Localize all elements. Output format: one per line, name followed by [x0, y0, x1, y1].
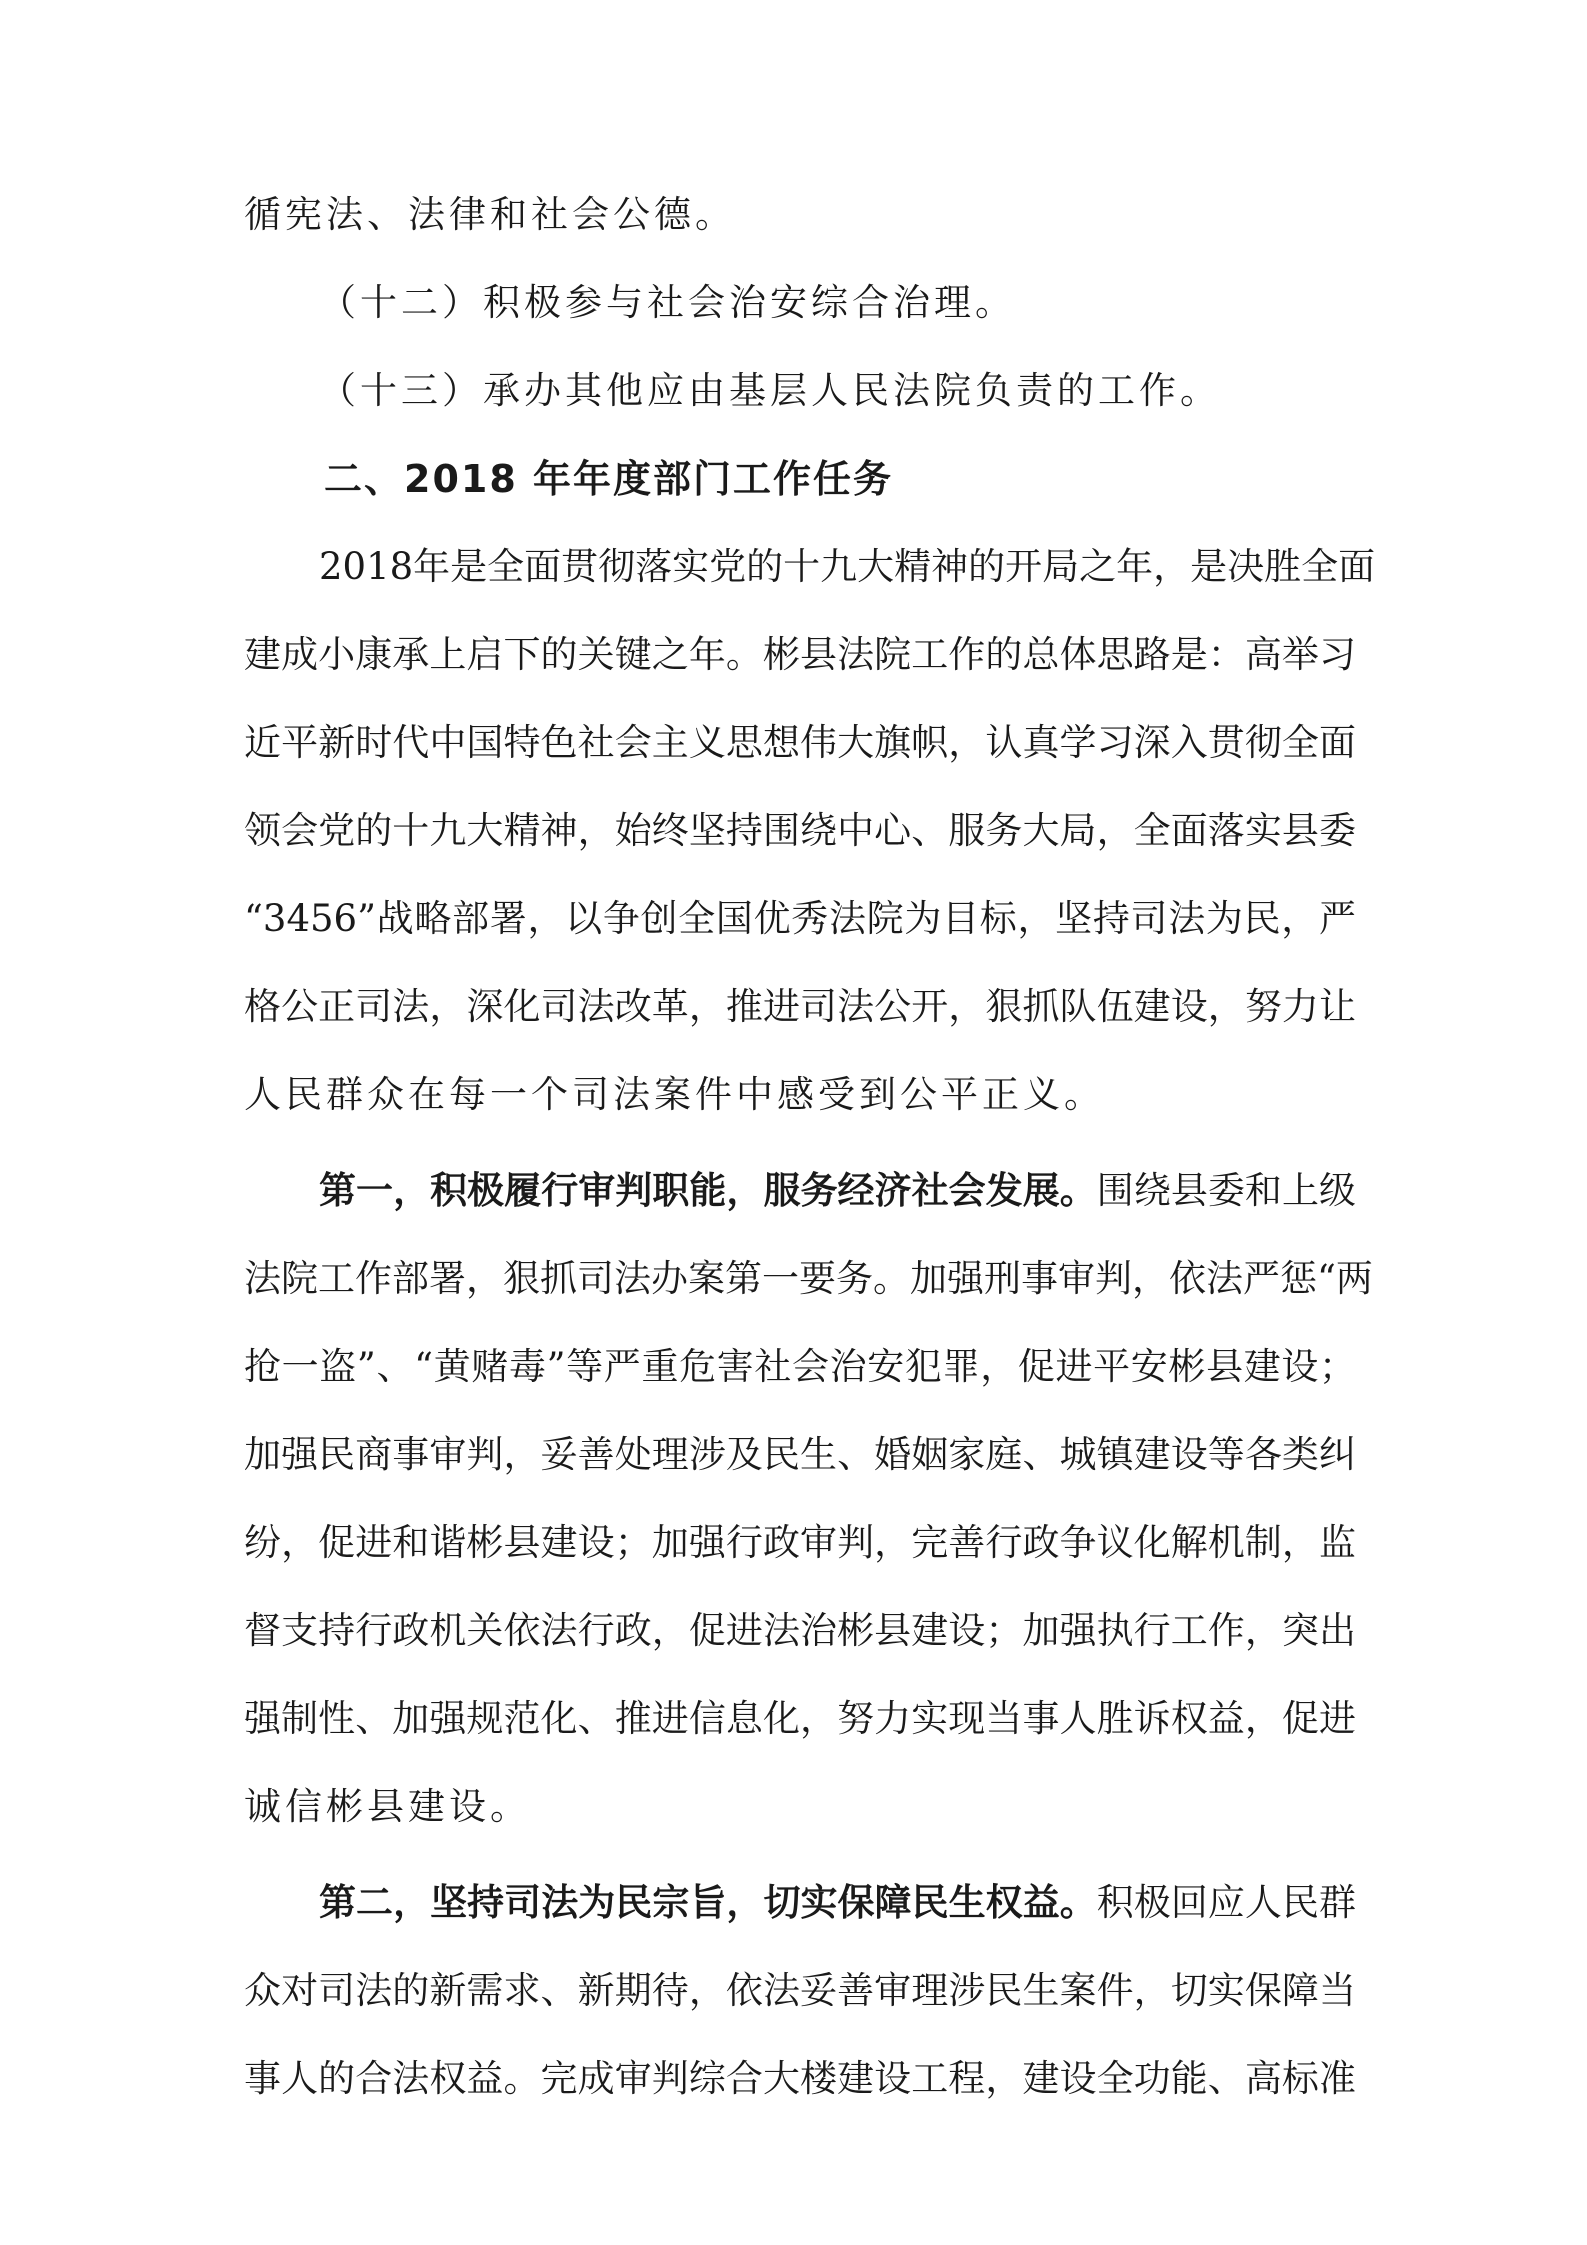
text-line: 建成小康承上启下的关键之年。彬县法院工作的总体思路是：高举习 [244, 633, 1356, 676]
text-line: “3456”战略部署，以争创全国优秀法院为目标，坚持司法为民，严 [244, 897, 1356, 940]
text-line: 事人的合法权益。完成审判综合大楼建设工程，建设全功能、高标准 [244, 2057, 1356, 2100]
text-line: 抢一盗”、“黄赌毒”等严重危害社会治安犯罪，促进平安彬县建设； [244, 1345, 1356, 1388]
section-heading: 二、2018 年年度部门工作任务 [324, 457, 893, 501]
text-line: 法院工作部署，狠抓司法办案第一要务。加强刑事审判，依法严惩“两 [244, 1257, 1373, 1300]
paragraph-text: 围绕县委和上级 [1096, 1169, 1357, 1212]
paragraph-first-line [244, 1166, 1356, 1216]
text-line: 循宪法、法律和社会公德。 [244, 193, 736, 236]
paragraph-text: 积极回应人民群 [1096, 1881, 1357, 1924]
text-line: 众对司法的新需求、新期待，依法妥善审理涉民生案件，切实保障当 [244, 1969, 1356, 2012]
text-line: 近平新时代中国特色社会主义思想伟大旗帜，认真学习深入贯彻全面 [244, 721, 1356, 764]
text-line: （十三）承办其他应由基层人民法院负责的工作。 [319, 369, 1221, 412]
document-page [244, 190, 1376, 2142]
text-line: 加强民商事审判，妥善处理涉及民生、婚姻家庭、城镇建设等各类纠 [244, 1433, 1356, 1476]
text-line: 格公正司法，深化司法改革，推进司法公开，狠抓队伍建设，努力让 [244, 985, 1356, 1028]
paragraph-lead: 第一，积极履行审判职能，服务经济社会发展。 [319, 1169, 1097, 1212]
text-line: 领会党的十九大精神，始终坚持围绕中心、服务大局，全面落实县委 [244, 809, 1356, 852]
text-line: 督支持行政机关依法行政，促进法治彬县建设；加强执行工作，突出 [244, 1609, 1356, 1652]
text-line: 2018年是全面贯彻落实党的十九大精神的开局之年，是决胜全面 [319, 545, 1376, 588]
paragraph-first-line [244, 1878, 1356, 1928]
text-line: （十二）积极参与社会治安综合治理。 [319, 281, 1016, 324]
text-line: 强制性、加强规范化、推进信息化，努力实现当事人胜诉权益，促进 [244, 1697, 1356, 1740]
text-line: 诚信彬县建设。 [244, 1785, 531, 1828]
text-line: 纷，促进和谐彬县建设；加强行政审判，完善行政争议化解机制，监 [244, 1521, 1356, 1564]
paragraph-lead: 第二，坚持司法为民宗旨，切实保障民生权益。 [319, 1881, 1097, 1924]
text-line: 人民群众在每一个司法案件中感受到公平正义。 [244, 1073, 1105, 1116]
